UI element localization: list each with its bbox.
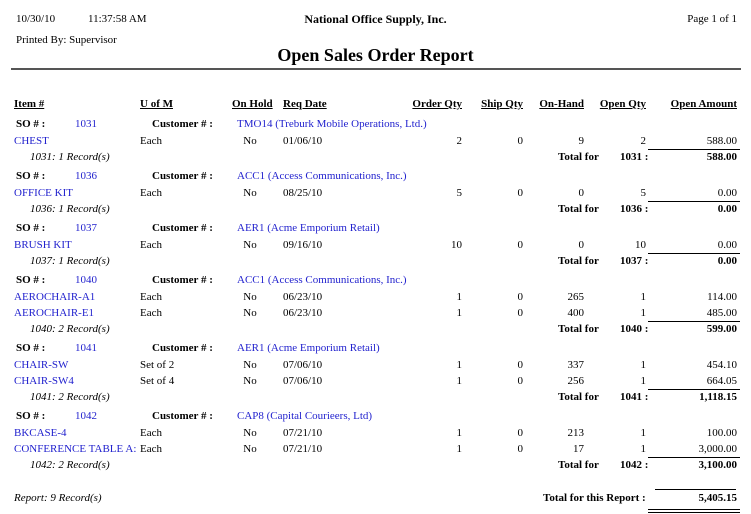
item-number: AEROCHAIR-A1 <box>14 291 96 303</box>
so-number: 1031 <box>75 118 97 130</box>
so-number: 1042 <box>75 410 97 422</box>
col-header-shipqty: Ship Qty <box>481 98 523 110</box>
uom-value: Set of 4 <box>140 375 175 387</box>
column-header-row <box>0 96 751 113</box>
item-row <box>0 357 751 373</box>
so-header-row <box>0 272 751 289</box>
report-table <box>0 96 751 514</box>
uom-value: Each <box>140 427 162 439</box>
customer-number-label: Customer # : <box>152 342 213 354</box>
req-date-value: 06/23/10 <box>283 307 323 319</box>
customer-number-label: Customer # : <box>152 410 213 422</box>
total-so-number: 1031 : <box>620 151 649 163</box>
group-total-amount: 599.00 <box>706 323 737 335</box>
group-total-amount: 3,100.00 <box>698 459 737 471</box>
open-qty-value: 1 <box>640 359 646 371</box>
so-number: 1040 <box>75 274 97 286</box>
order-qty-value: 1 <box>456 359 462 371</box>
group-record-count: 1036: 1 Record(s) <box>30 203 110 215</box>
report-title: Open Sales Order Report <box>277 45 474 65</box>
open-qty-value: 2 <box>640 135 646 147</box>
customer-number-label: Customer # : <box>152 222 213 234</box>
so-group <box>0 272 751 337</box>
req-date-value: 08/25/10 <box>283 187 323 199</box>
so-header-row <box>0 220 751 237</box>
col-header-item: Item # <box>14 98 45 110</box>
group-record-count: 1031: 1 Record(s) <box>30 151 110 163</box>
on-hand-value: 337 <box>567 359 584 371</box>
item-number: BRUSH KIT <box>14 239 72 251</box>
open-amount-value: 664.05 <box>706 375 737 387</box>
so-number: 1037 <box>75 222 97 234</box>
on-hold-value: No <box>243 135 257 147</box>
open-qty-value: 1 <box>640 307 646 319</box>
report-total-label: Total for this Report : <box>543 492 646 504</box>
group-total-row <box>0 149 751 165</box>
on-hand-value: 256 <box>567 375 584 387</box>
uom-value: Each <box>140 135 162 147</box>
on-hold-value: No <box>243 291 257 303</box>
open-amount-value: 454.10 <box>706 359 737 371</box>
group-items <box>0 133 751 149</box>
report-record-count: Report: 9 Record(s) <box>14 492 102 504</box>
item-row <box>0 133 751 149</box>
on-hold-value: No <box>243 307 257 319</box>
company-name: National Office Supply, Inc. <box>304 12 447 26</box>
req-date-value: 07/21/10 <box>283 443 323 455</box>
req-date-value: 01/06/10 <box>283 135 323 147</box>
item-number: BKCASE-4 <box>14 427 67 439</box>
on-hand-value: 0 <box>578 187 584 199</box>
order-qty-value: 1 <box>456 375 462 387</box>
group-total-row <box>0 389 751 405</box>
on-hand-value: 0 <box>578 239 584 251</box>
open-amount-value: 3,000.00 <box>698 443 737 455</box>
req-date-value: 06/23/10 <box>283 291 323 303</box>
req-date-value: 07/06/10 <box>283 375 323 387</box>
on-hand-value: 400 <box>567 307 584 319</box>
open-amount-value: 485.00 <box>706 307 737 319</box>
open-qty-value: 10 <box>635 239 646 251</box>
total-so-number: 1036 : <box>620 203 649 215</box>
total-for-label: Total for <box>558 323 599 335</box>
so-header-row <box>0 168 751 185</box>
report-groups <box>0 116 751 473</box>
open-qty-value: 1 <box>640 291 646 303</box>
open-qty-value: 5 <box>640 187 646 199</box>
col-header-orderqty: Order Qty <box>412 98 462 110</box>
col-header-openqty: Open Qty <box>599 98 646 110</box>
uom-value: Set of 2 <box>140 359 175 371</box>
col-header-reqdate: Req Date <box>283 98 327 110</box>
customer-name: AER1 (Acme Emporium Retail) <box>237 222 380 234</box>
so-number-label: SO # : <box>16 118 46 130</box>
col-header-openamount: Open Amount <box>670 98 737 110</box>
group-items <box>0 185 751 201</box>
on-hand-value: 17 <box>573 443 584 455</box>
order-qty-value: 1 <box>456 291 462 303</box>
on-hand-value: 213 <box>567 427 584 439</box>
ship-qty-value: 0 <box>517 427 523 439</box>
ship-qty-value: 0 <box>517 291 523 303</box>
on-hand-value: 9 <box>578 135 584 147</box>
uom-value: Each <box>140 307 162 319</box>
total-for-label: Total for <box>558 203 599 215</box>
so-number: 1036 <box>75 170 97 182</box>
item-number: CONFERENCE TABLE A: <box>14 443 137 455</box>
report-date: 10/30/10 <box>16 13 56 25</box>
uom-value: Each <box>140 291 162 303</box>
customer-name: AER1 (Acme Emporium Retail) <box>237 342 380 354</box>
group-total-amount: 588.00 <box>706 151 737 163</box>
group-total-amount: 0.00 <box>717 255 737 267</box>
uom-value: Each <box>140 443 162 455</box>
ship-qty-value: 0 <box>517 187 523 199</box>
group-total-row <box>0 457 751 473</box>
so-header-row <box>0 116 751 133</box>
printed-by: Printed By: Supervisor <box>16 34 117 46</box>
group-items <box>0 289 751 321</box>
item-number: OFFICE KIT <box>14 187 73 199</box>
on-hold-value: No <box>243 239 257 251</box>
total-so-number: 1040 : <box>620 323 649 335</box>
item-row <box>0 185 751 201</box>
item-number: AEROCHAIR-E1 <box>14 307 95 319</box>
on-hand-value: 265 <box>567 291 584 303</box>
so-number-label: SO # : <box>16 410 46 422</box>
item-row <box>0 425 751 441</box>
group-record-count: 1042: 2 Record(s) <box>30 459 110 471</box>
group-record-count: 1037: 1 Record(s) <box>30 255 110 267</box>
customer-number-label: Customer # : <box>152 274 213 286</box>
ship-qty-value: 0 <box>517 375 523 387</box>
on-hold-value: No <box>243 375 257 387</box>
item-row <box>0 373 751 389</box>
col-header-onhold: On Hold <box>232 98 273 110</box>
open-amount-value: 0.00 <box>717 239 737 251</box>
open-qty-value: 1 <box>640 427 646 439</box>
col-header-onhand: On-Hand <box>539 98 584 110</box>
on-hold-value: No <box>243 359 257 371</box>
uom-value: Each <box>140 187 162 199</box>
customer-name: ACC1 (Access Communications, Inc.) <box>237 170 407 182</box>
order-qty-value: 1 <box>456 427 462 439</box>
so-number-label: SO # : <box>16 170 46 182</box>
group-items <box>0 425 751 457</box>
total-for-label: Total for <box>558 391 599 403</box>
ship-qty-value: 0 <box>517 239 523 251</box>
item-row <box>0 237 751 253</box>
open-amount-value: 100.00 <box>706 427 737 439</box>
req-date-value: 09/16/10 <box>283 239 323 251</box>
open-amount-value: 114.00 <box>707 291 737 303</box>
uom-value: Each <box>140 239 162 251</box>
total-so-number: 1037 : <box>620 255 649 267</box>
group-total-row <box>0 321 751 337</box>
open-qty-value: 1 <box>640 443 646 455</box>
so-number-label: SO # : <box>16 274 46 286</box>
ship-qty-value: 0 <box>517 443 523 455</box>
group-total-row <box>0 201 751 217</box>
report-total-rule <box>655 489 736 490</box>
group-record-count: 1041: 2 Record(s) <box>30 391 110 403</box>
group-items <box>0 357 751 389</box>
item-number: CHAIR-SW <box>14 359 69 371</box>
report-time: 11:37:58 AM <box>88 13 147 25</box>
open-amount-value: 588.00 <box>706 135 737 147</box>
item-row <box>0 289 751 305</box>
report-total-double-rule <box>648 509 740 513</box>
item-number: CHAIR-SW4 <box>14 375 74 387</box>
open-qty-value: 1 <box>640 375 646 387</box>
total-for-label: Total for <box>558 255 599 267</box>
group-items <box>0 237 751 253</box>
order-qty-value: 10 <box>451 239 462 251</box>
group-total-amount: 1,118.15 <box>699 391 737 403</box>
customer-name: TMO14 (Treburk Mobile Operations, Ltd.) <box>237 118 427 130</box>
customer-name: CAP8 (Capital Courieers, Ltd) <box>237 410 373 422</box>
total-so-number: 1042 : <box>620 459 649 471</box>
on-hold-value: No <box>243 427 257 439</box>
so-group <box>0 116 751 165</box>
req-date-value: 07/21/10 <box>283 427 323 439</box>
header-divider <box>11 68 741 70</box>
order-qty-value: 1 <box>456 443 462 455</box>
total-for-label: Total for <box>558 459 599 471</box>
ship-qty-value: 0 <box>517 307 523 319</box>
ship-qty-value: 0 <box>517 359 523 371</box>
so-number-label: SO # : <box>16 342 46 354</box>
on-hold-value: No <box>243 187 257 199</box>
so-group <box>0 408 751 473</box>
so-number-label: SO # : <box>16 222 46 234</box>
report-total-amount: 5,405.15 <box>698 492 737 504</box>
total-so-number: 1041 : <box>620 391 649 403</box>
item-row <box>0 305 751 321</box>
group-total-row <box>0 253 751 269</box>
order-qty-value: 1 <box>456 307 462 319</box>
so-header-row <box>0 340 751 357</box>
item-number: CHEST <box>14 135 49 147</box>
order-qty-value: 2 <box>456 135 462 147</box>
ship-qty-value: 0 <box>517 135 523 147</box>
item-row <box>0 441 751 457</box>
req-date-value: 07/06/10 <box>283 359 323 371</box>
customer-name: ACC1 (Access Communications, Inc.) <box>237 274 407 286</box>
so-group <box>0 168 751 217</box>
page-indicator: Page 1 of 1 <box>687 13 737 25</box>
on-hold-value: No <box>243 443 257 455</box>
order-qty-value: 5 <box>456 187 462 199</box>
customer-number-label: Customer # : <box>152 170 213 182</box>
so-group <box>0 220 751 269</box>
group-record-count: 1040: 2 Record(s) <box>30 323 110 335</box>
total-for-label: Total for <box>558 151 599 163</box>
col-header-uom: U of M <box>140 98 173 110</box>
customer-number-label: Customer # : <box>152 118 213 130</box>
group-total-amount: 0.00 <box>717 203 737 215</box>
so-header-row <box>0 408 751 425</box>
open-amount-value: 0.00 <box>717 187 737 199</box>
report-footer <box>0 485 751 514</box>
so-group <box>0 340 751 405</box>
so-number: 1041 <box>75 342 97 354</box>
